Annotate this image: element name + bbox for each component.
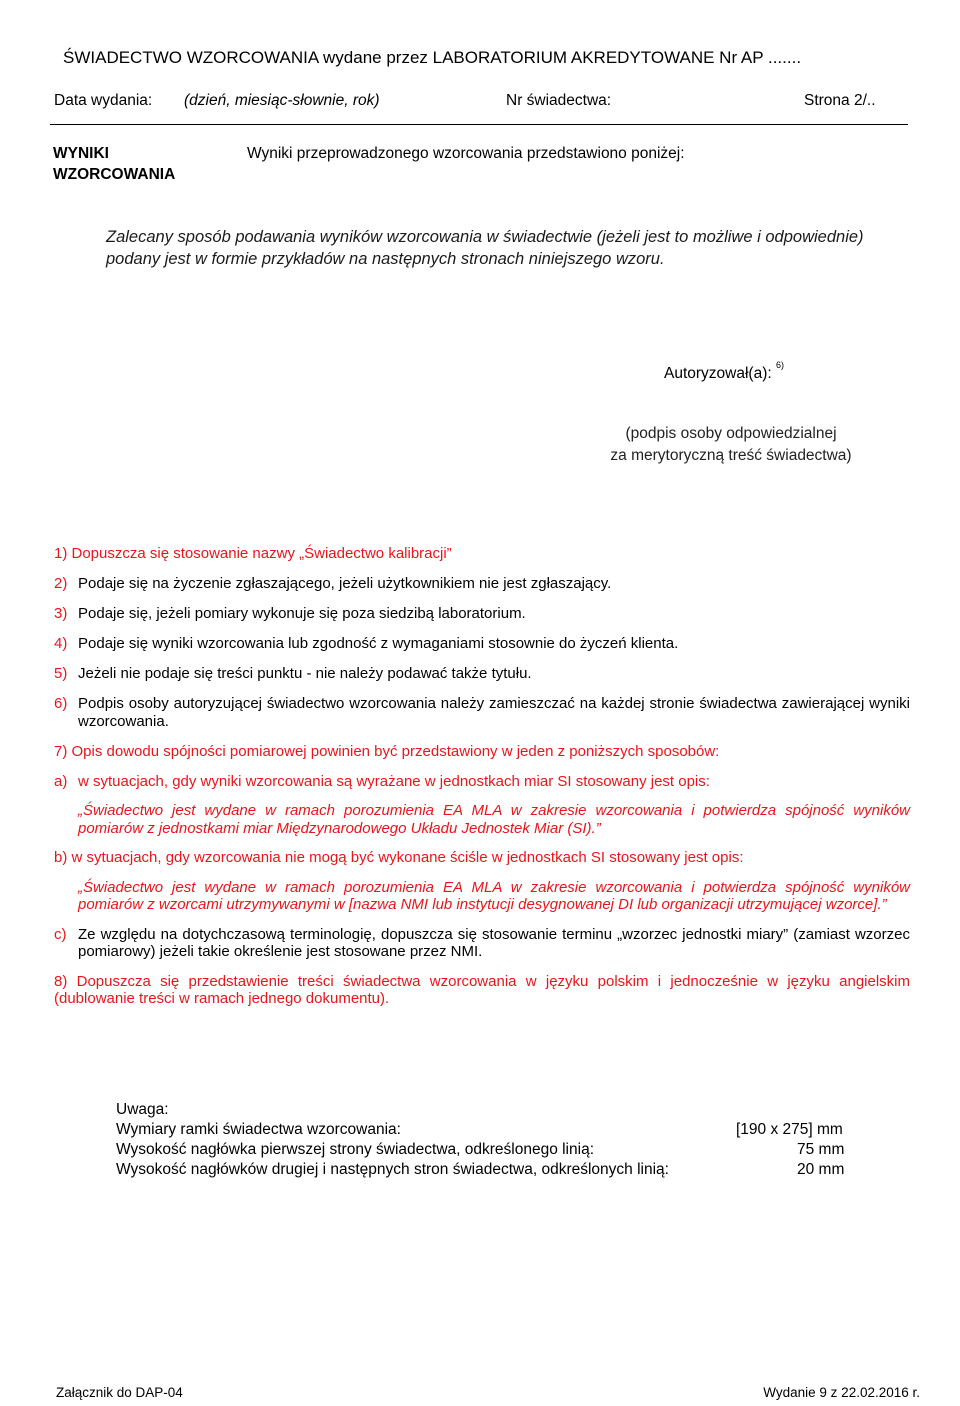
footnote-7: [54, 743, 910, 761]
footnote-6: [54, 695, 910, 730]
page-number: Strona 2/..: [804, 92, 876, 109]
footnote-3-text: Podaje się, jeżeli pomiary wykonuje się poza siedzibą laboratorium.: [78, 605, 526, 622]
remarks-row-2-label: Wysokość nagłówka pierwszej strony świadectwa, odkreślonego linią:: [116, 1141, 594, 1158]
certificate-title: ŚWIADECTWO WZORCOWANIA wydane przez LABORATORIUM AKREDYTOWANE Nr AP .......: [63, 48, 802, 67]
remarks-row-next-headers: [116, 1160, 858, 1180]
footnote-3: [54, 605, 910, 623]
footnote-4-text: Podaje się wyniki wzorcowania lub zgodność z wymaganiami stosownie do życzeń klienta.: [78, 635, 679, 652]
footnote-2: [54, 575, 910, 593]
footnote-5-text: Jeżeli nie podaje się treści punktu - nie należy podawać także tytułu.: [78, 665, 532, 682]
issue-date-label: Data wydania:: [54, 92, 153, 109]
footnote-8: [54, 973, 910, 1008]
authorization-footnote-ref: 6): [776, 360, 785, 370]
footnote-1: [54, 545, 910, 563]
section-label-line1: WYNIKI: [53, 145, 109, 162]
footnote-4: [54, 635, 910, 653]
authorization-label: [664, 360, 785, 383]
remarks-row-frame-size: [116, 1120, 858, 1140]
remarks-row-first-header: [116, 1140, 858, 1160]
footnote-7c: [54, 926, 910, 961]
section-intro: Wyniki przeprowadzonego wzorcowania przedstawiono poniżej:: [247, 145, 685, 162]
traceability-quote-nmi: „Świadectwo jest wydane w ramach porozumienia EA MLA w zakresie wzorcowania i potwierdza spójność wyników pomiarów z wzorcami utrzymywanymi w [nazwa NMI lub instytucji desygnowanej DI lub organizacji utrzymującej wzorce].”: [78, 878, 910, 913]
issue-date-value: (dzień, miesiąc-słownie, rok): [184, 92, 380, 109]
page-footer: [56, 1385, 920, 1400]
certificate-number-label: Nr świadectwa:: [506, 92, 612, 109]
footer-attachment: Załącznik do DAP-04: [56, 1385, 183, 1400]
remarks-title: Uwaga:: [116, 1101, 169, 1118]
remarks-row-3-label: Wysokość nagłówków drugiej i następnych stron świadectwa, odkreślonych linią:: [116, 1161, 669, 1178]
footnote-7c-text: Ze względu na dotychczasową terminologię, dopuszcza się stosowanie terminu „wzorzec jednostki miary” (zamiast wzorzec pomiarowy) jeżeli takie określenie jest stosowane przez NMI.: [78, 925, 910, 960]
traceability-quote-si: „Świadectwo jest wydane w ramach porozumienia EA MLA w zakresie wzorcowania i potwierdza spójność wyników pomiarów z jednostkami miar Międzynarodowego Układu Jednostek Miar (SI).”: [78, 802, 910, 837]
authorization-label-text: Autoryzował(a):: [664, 365, 772, 383]
footnote-7a-text: w sytuacjach, gdy wyniki wzorcowania są wyrażane w jednostkach miar SI stosowany jest opis:: [78, 772, 710, 790]
remarks-box: [116, 1100, 858, 1180]
remarks-row-2-value: 75 mm: [797, 1141, 845, 1158]
header-divider: [50, 124, 908, 125]
footnote-4-number: 4): [54, 635, 68, 652]
footer-edition: Wydanie 9 z 22.02.2016 r.: [763, 1385, 920, 1400]
footnote-1-text: 1) Dopuszcza się stosowanie nazwy „Świadectwo kalibracji”: [54, 545, 452, 562]
footnote-5: [54, 665, 910, 683]
footnote-6-number: 6): [54, 695, 68, 712]
footnote-8-text: 8) Dopuszcza się przedstawienie treści świadectwa wzorcowania w języku polskim i jednocześnie w języku angielskim (dublowanie treści w ramach jednego dokumentu).: [54, 972, 910, 1007]
section-label: [53, 143, 175, 185]
footnote-7b-text: b) w sytuacjach, gdy wzorcowania nie mogą być wykonane ściśle w jednostkach SI stosowany jest opis:: [54, 849, 744, 866]
signature-caption: [585, 423, 877, 467]
remarks-row-3-value: 20 mm: [797, 1161, 845, 1178]
footnote-7b: [54, 849, 910, 867]
footnotes: [54, 545, 910, 1020]
footnote-7a: [54, 773, 910, 791]
footnote-5-number: 5): [54, 665, 68, 682]
signature-caption-line2: za merytoryczną treść świadectwa): [610, 447, 852, 464]
signature-caption-line1: (podpis osoby odpowiedzialnej: [625, 425, 837, 442]
section-label-line2: WZORCOWANIA: [53, 166, 176, 183]
remarks-row-1-label: Wymiary ramki świadectwa wzorcowania:: [116, 1121, 401, 1138]
remarks-row-1-value: [190 x 275] mm: [736, 1121, 843, 1138]
recommendation-text: Zalecany sposób podawania wyników wzorcowania w świadectwie (jeżeli jest to możliwe i odpowiednie) podany jest w formie przykładów na następnych stronach niniejszego wzoru.: [106, 228, 864, 268]
footnote-6-text: Podpis osoby autoryzującej świadectwo wzorcowania należy zamieszczać na każdej stronie świadectwa zawierającej wyniki wzorcowania.: [78, 695, 910, 730]
footnote-2-number: 2): [54, 575, 68, 592]
footnote-7c-number: c): [54, 925, 67, 943]
footnote-2-text: Podaje się na życzenie zgłaszającego, jeżeli użytkownikiem nie jest zgłaszający.: [78, 575, 612, 592]
footnote-3-number: 3): [54, 605, 68, 622]
footnote-7-text: 7) Opis dowodu spójności pomiarowej powinien być przedstawiony w jeden z poniższych sposobów:: [54, 742, 720, 760]
footnote-7a-number: a): [54, 772, 68, 790]
